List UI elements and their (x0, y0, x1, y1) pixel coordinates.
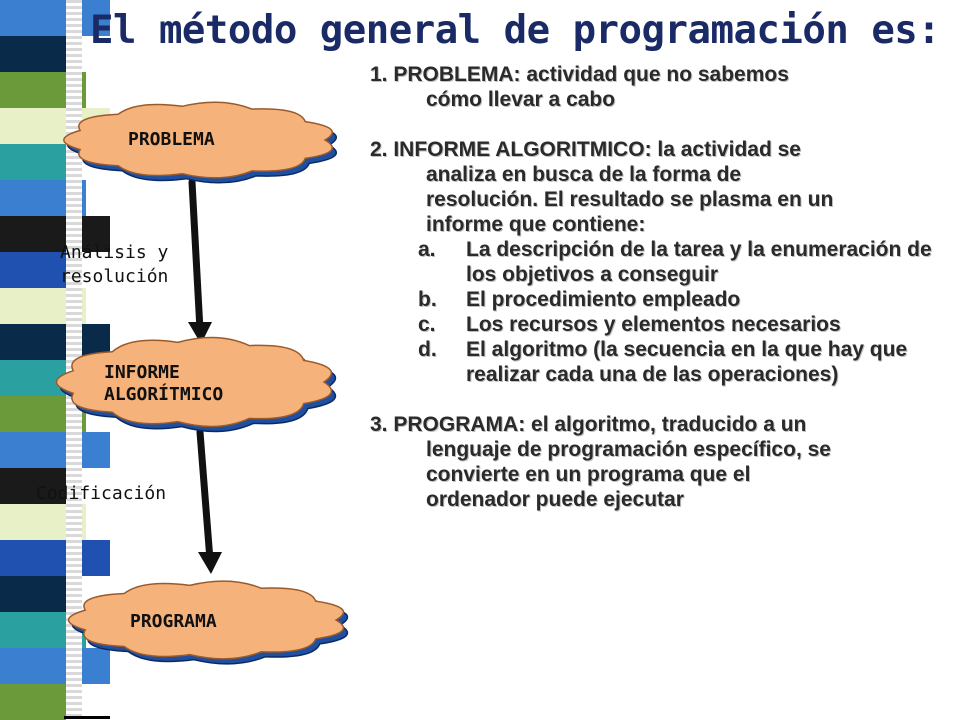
item-continuation: convierte en un programa que el (426, 463, 751, 486)
node-label-informe: INFORME ALGORÍTMICO (104, 362, 224, 405)
subitem-text: El algoritmo (la secuencia en la que hay que realizar cada una de las operaciones) (466, 338, 908, 386)
edge-label-analisis: Análisis y resolución (60, 242, 169, 287)
subitem-list (370, 237, 945, 387)
subitem-c (418, 312, 945, 337)
item-problema (370, 62, 945, 112)
subitem-letter: a. (418, 238, 436, 261)
item-continuation: lenguaje de programación específico, se (426, 438, 831, 461)
item-text: : la actividad se (644, 138, 801, 161)
subitem-text: La descripción de la tarea y la enumeración de los objetivos a conseguir (466, 238, 932, 286)
item-continuation: cómo llevar a cabo (426, 88, 616, 111)
subitem-letter: b. (418, 288, 437, 311)
edge-problema-informe (188, 182, 212, 344)
item-continuation: resolución. El resultado se plasma en un (426, 188, 834, 211)
item-programa (370, 412, 945, 512)
subitem-text: El procedimiento empleado (466, 288, 741, 311)
item-term: 3. PROGRAMA (370, 413, 519, 436)
item-continuation: informe que contiene: (426, 213, 646, 236)
item-text: : actividad que no sabemos (513, 63, 789, 86)
item-continuation: ordenador puede ejecutar (426, 488, 684, 511)
subitem-d (418, 337, 945, 387)
subitem-b (418, 287, 945, 312)
subitem-text: Los recursos y elementos necesarios (466, 313, 841, 336)
subitem-letter: c. (418, 313, 436, 336)
item-text: : el algoritmo, traducido a un (518, 413, 807, 436)
subitem-a (418, 237, 945, 287)
edge-label-codificacion: Codificación (36, 483, 167, 504)
item-term: 1. PROBLEMA (370, 63, 514, 86)
node-label-problema: PROBLEMA (128, 129, 215, 150)
edge-informe-programa (198, 432, 222, 574)
subitem-letter: d. (418, 338, 437, 361)
item-informe (370, 137, 945, 237)
item-continuation: analiza en busca de la forma de (426, 163, 742, 186)
page-title: El método general de programación es: (90, 8, 941, 53)
item-term: 2. INFORME ALGORITMICO (370, 138, 645, 161)
node-label-programa: PROGRAMA (130, 611, 217, 632)
content-list (370, 62, 945, 537)
